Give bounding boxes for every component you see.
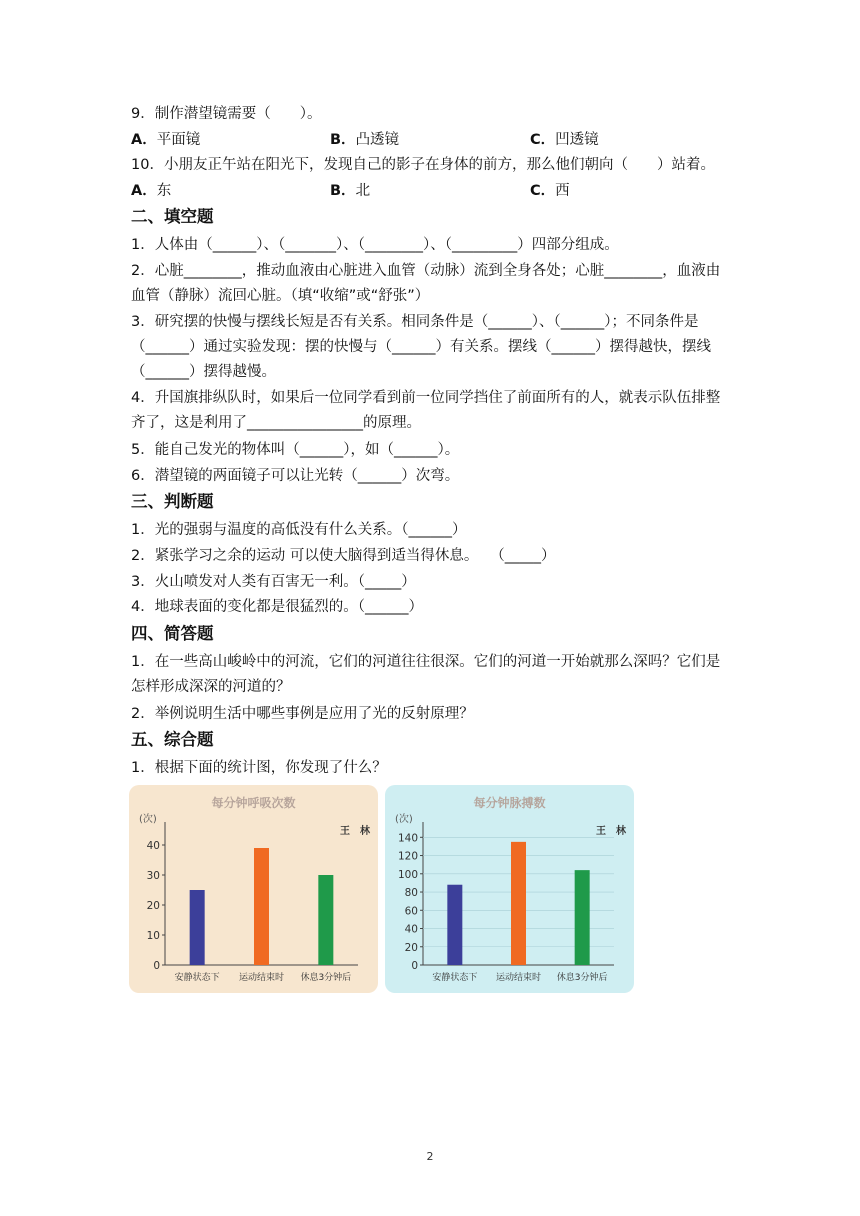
breathing-chart-svg [129, 785, 378, 993]
fill-item-4: 4．升国旗排纵队时，如果后一位同学看到前一位同学挡住了前面所有的人，就表示队伍排整齐了，这是利用了________________的原理。 [131, 390, 721, 431]
y-tick-label: 100 [397, 868, 418, 881]
x-tick-label: 安静状态下 [432, 973, 478, 983]
y-unit-label: (次) [395, 814, 413, 825]
judge-item-3: 3．火山喷发对人类有百害无一利。（_____） [131, 574, 416, 590]
bar [318, 875, 333, 965]
y-tick-label: 0 [411, 960, 418, 972]
fill-item-5: 5．能自己发光的物体叫（______），如（______）。 [131, 442, 460, 458]
chart-title: 每分钟呼吸次数 [211, 796, 296, 810]
judge-item-2: 2．紧张学习之余的运动 可以使大脑得到适当得休息。 （_____） [131, 548, 556, 564]
y-tick-label: 140 [397, 832, 418, 845]
comp-item-1: 1．根据下面的统计图，你发现了什么？ [131, 760, 387, 776]
option-c: C．凹透镜 [530, 132, 599, 148]
breathing-chart [129, 785, 378, 993]
section-comp-heading: 五、综合题 [131, 730, 214, 749]
fill-item-3: 3．研究摆的快慢与摆线长短是否有关系。相同条件是（______）、（______）；不同条件是（______）通过实验发现：摆的快慢与（______）有关系。摆线（______）摆得越快，摆线（______）摆得越慢。 [131, 314, 711, 380]
page-number: 2 [426, 1150, 434, 1163]
option-a: A．东 [131, 183, 172, 199]
x-tick-label: 休息3分钟后 [300, 973, 352, 983]
name-label: 王 林 [340, 826, 370, 837]
fill-item-6: 6．潜望镜的两面镜子可以让光转（______）次弯。 [131, 468, 460, 484]
y-tick-label: 20 [146, 900, 160, 912]
name-label: 王 林 [596, 826, 626, 837]
y-tick-label: 60 [404, 905, 418, 918]
chart-background [385, 785, 634, 993]
bar [511, 842, 526, 965]
y-tick-label: 80 [404, 887, 418, 900]
x-tick-label: 休息3分钟后 [556, 973, 608, 983]
section-judge-heading: 三、判断题 [131, 492, 214, 511]
option-b: B．北 [330, 183, 371, 199]
fill-item-1: 1．人体由（______）、（_______）、（________）、（_________）四部分组成。 [131, 237, 619, 253]
option-c: C．西 [530, 183, 570, 199]
y-tick-label: 40 [146, 840, 160, 852]
question-10-stem: 10．小朋友正午站在阳光下，发现自己的影子在身体的前方，那么他们朝向（ ）站着。 [131, 157, 715, 173]
short-item-2: 2．举例说明生活中哪些事例是应用了光的反射原理？ [131, 706, 474, 722]
judge-item-1: 1．光的强弱与温度的高低没有什么关系。（______） [131, 522, 467, 538]
pulse-chart [385, 785, 634, 993]
short-item-1: 1．在一些高山峻岭中的河流，它们的河道往往很深。它们的河道一开始就那么深吗？它们是怎样形成深深的河道的？ [131, 654, 721, 695]
bar [254, 848, 269, 965]
judge-item-4: 4．地球表面的变化都是很猛烈的。（______） [131, 599, 423, 615]
y-tick-label: 40 [404, 923, 418, 936]
section-short-heading: 四、简答题 [131, 624, 214, 643]
bar [190, 890, 205, 965]
y-unit-label: (次) [139, 814, 157, 825]
fill-item-2: 2．心脏________，推动血液由心脏进入血管（动脉）流到全身各处；心脏________，血液由血管（静脉）流回心脏。（填“收缩”或“舒张”） [131, 263, 721, 304]
x-tick-label: 运动结束时 [495, 973, 542, 983]
y-tick-label: 30 [146, 870, 160, 882]
bar [447, 885, 462, 965]
y-tick-label: 120 [397, 850, 418, 863]
option-b: B．凸透镜 [330, 132, 400, 148]
chart-background [129, 785, 378, 993]
option-a: A．平面镜 [131, 132, 201, 148]
y-tick-label: 10 [146, 930, 160, 942]
section-fill-heading: 二、填空题 [131, 207, 214, 226]
question-9-stem: 9．制作潜望镜需要（ ）。 [131, 106, 322, 122]
y-tick-label: 20 [404, 941, 418, 954]
bar [575, 870, 590, 965]
x-tick-label: 运动结束时 [238, 973, 285, 983]
pulse-chart-svg [385, 785, 634, 993]
y-tick-label: 0 [153, 960, 160, 972]
x-tick-label: 安静状态下 [174, 973, 220, 983]
chart-title: 每分钟脉搏数 [473, 796, 546, 810]
